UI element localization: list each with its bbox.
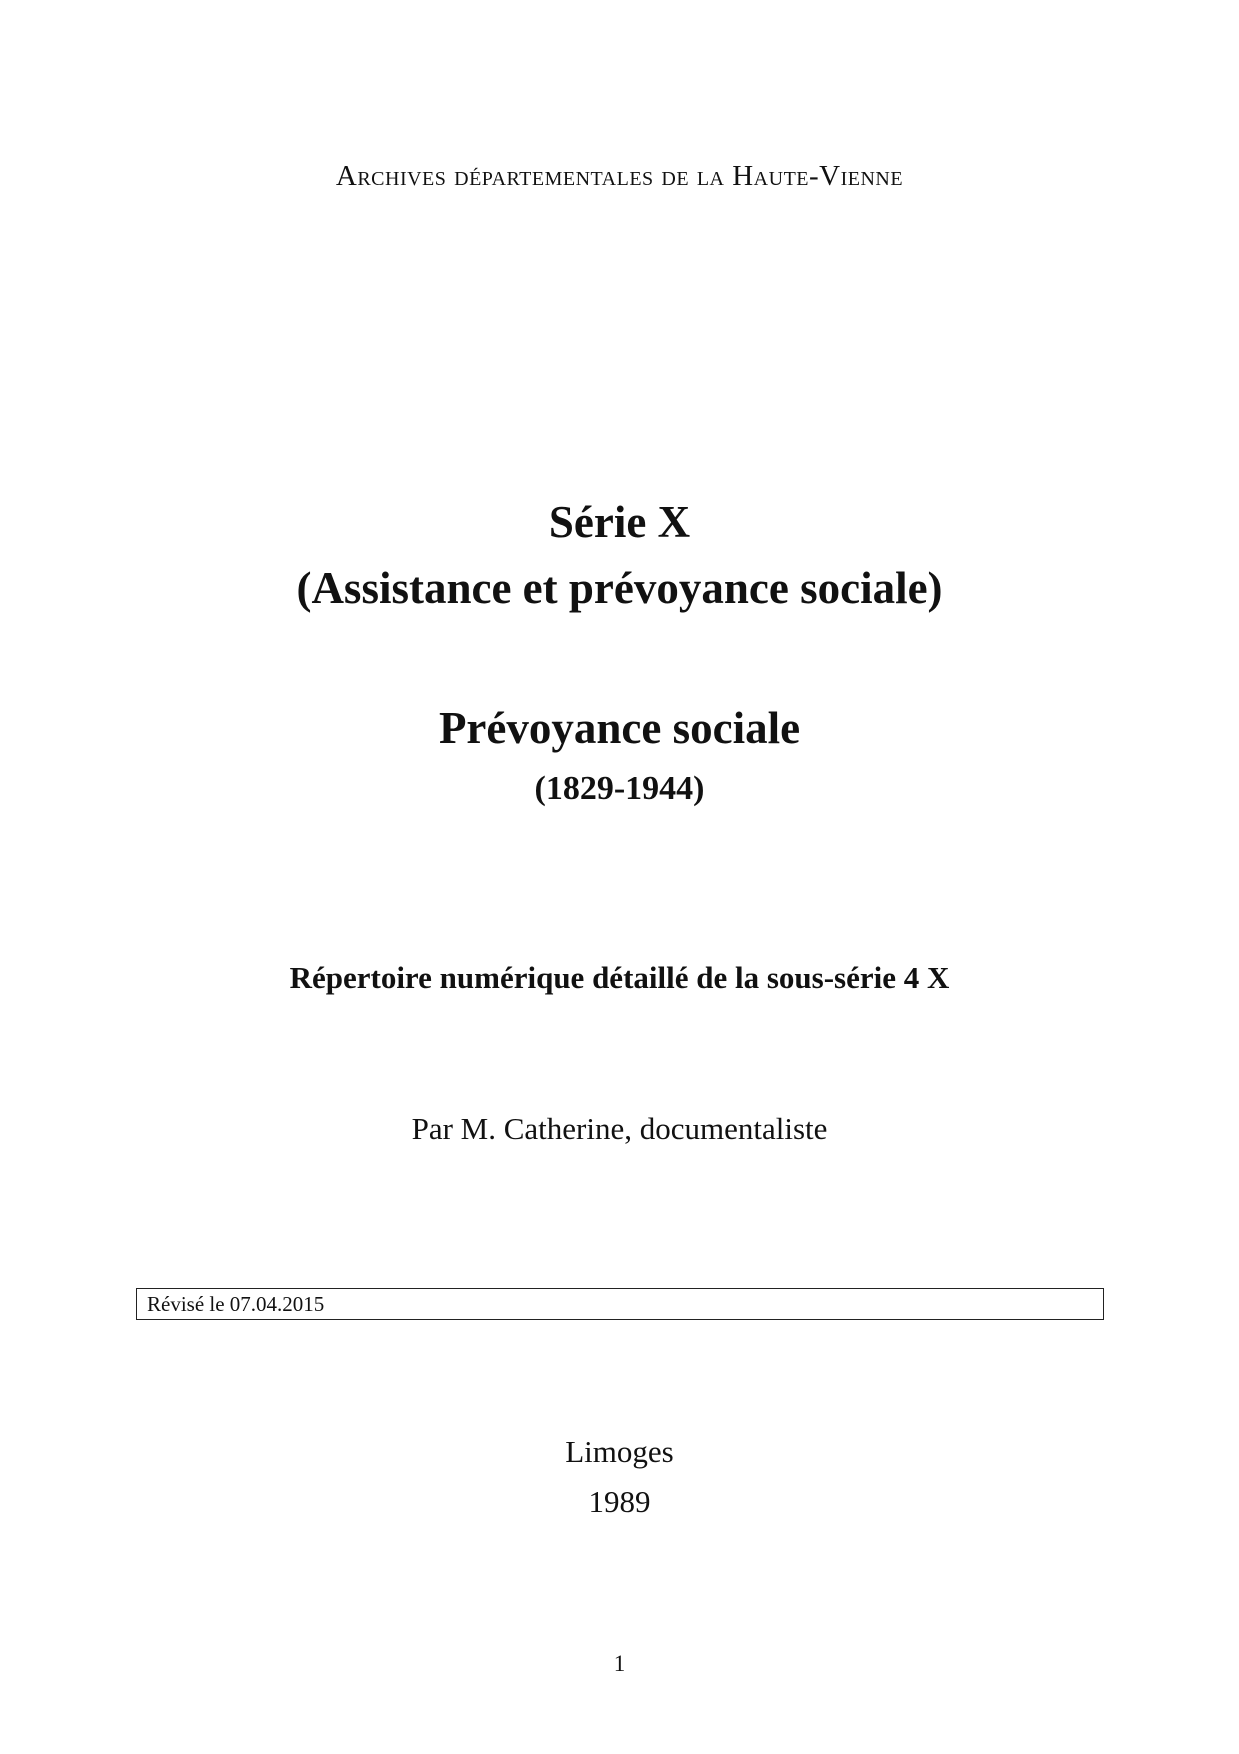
subseries-title: Prévoyance sociale [438,703,801,753]
author-line: Par M. Catherine, documentaliste [411,1111,828,1146]
publication-year: 1989 [588,1484,651,1519]
revision-date: Révisé le 07.04.2015 [147,1292,325,1316]
page-number: 1 [613,1651,626,1676]
repertoire-description: Répertoire numérique détaillé de la sous-série 4 X [289,960,950,995]
date-range: (1829-1944) [534,770,705,807]
series-subtitle: (Assistance et prévoyance sociale) [296,563,943,613]
publication-place: Limoges [565,1434,674,1469]
institution-header: Archives départementales de la Haute-Vienne [335,160,904,192]
revision-box [136,1288,1104,1320]
series-title: Série X [548,497,691,547]
